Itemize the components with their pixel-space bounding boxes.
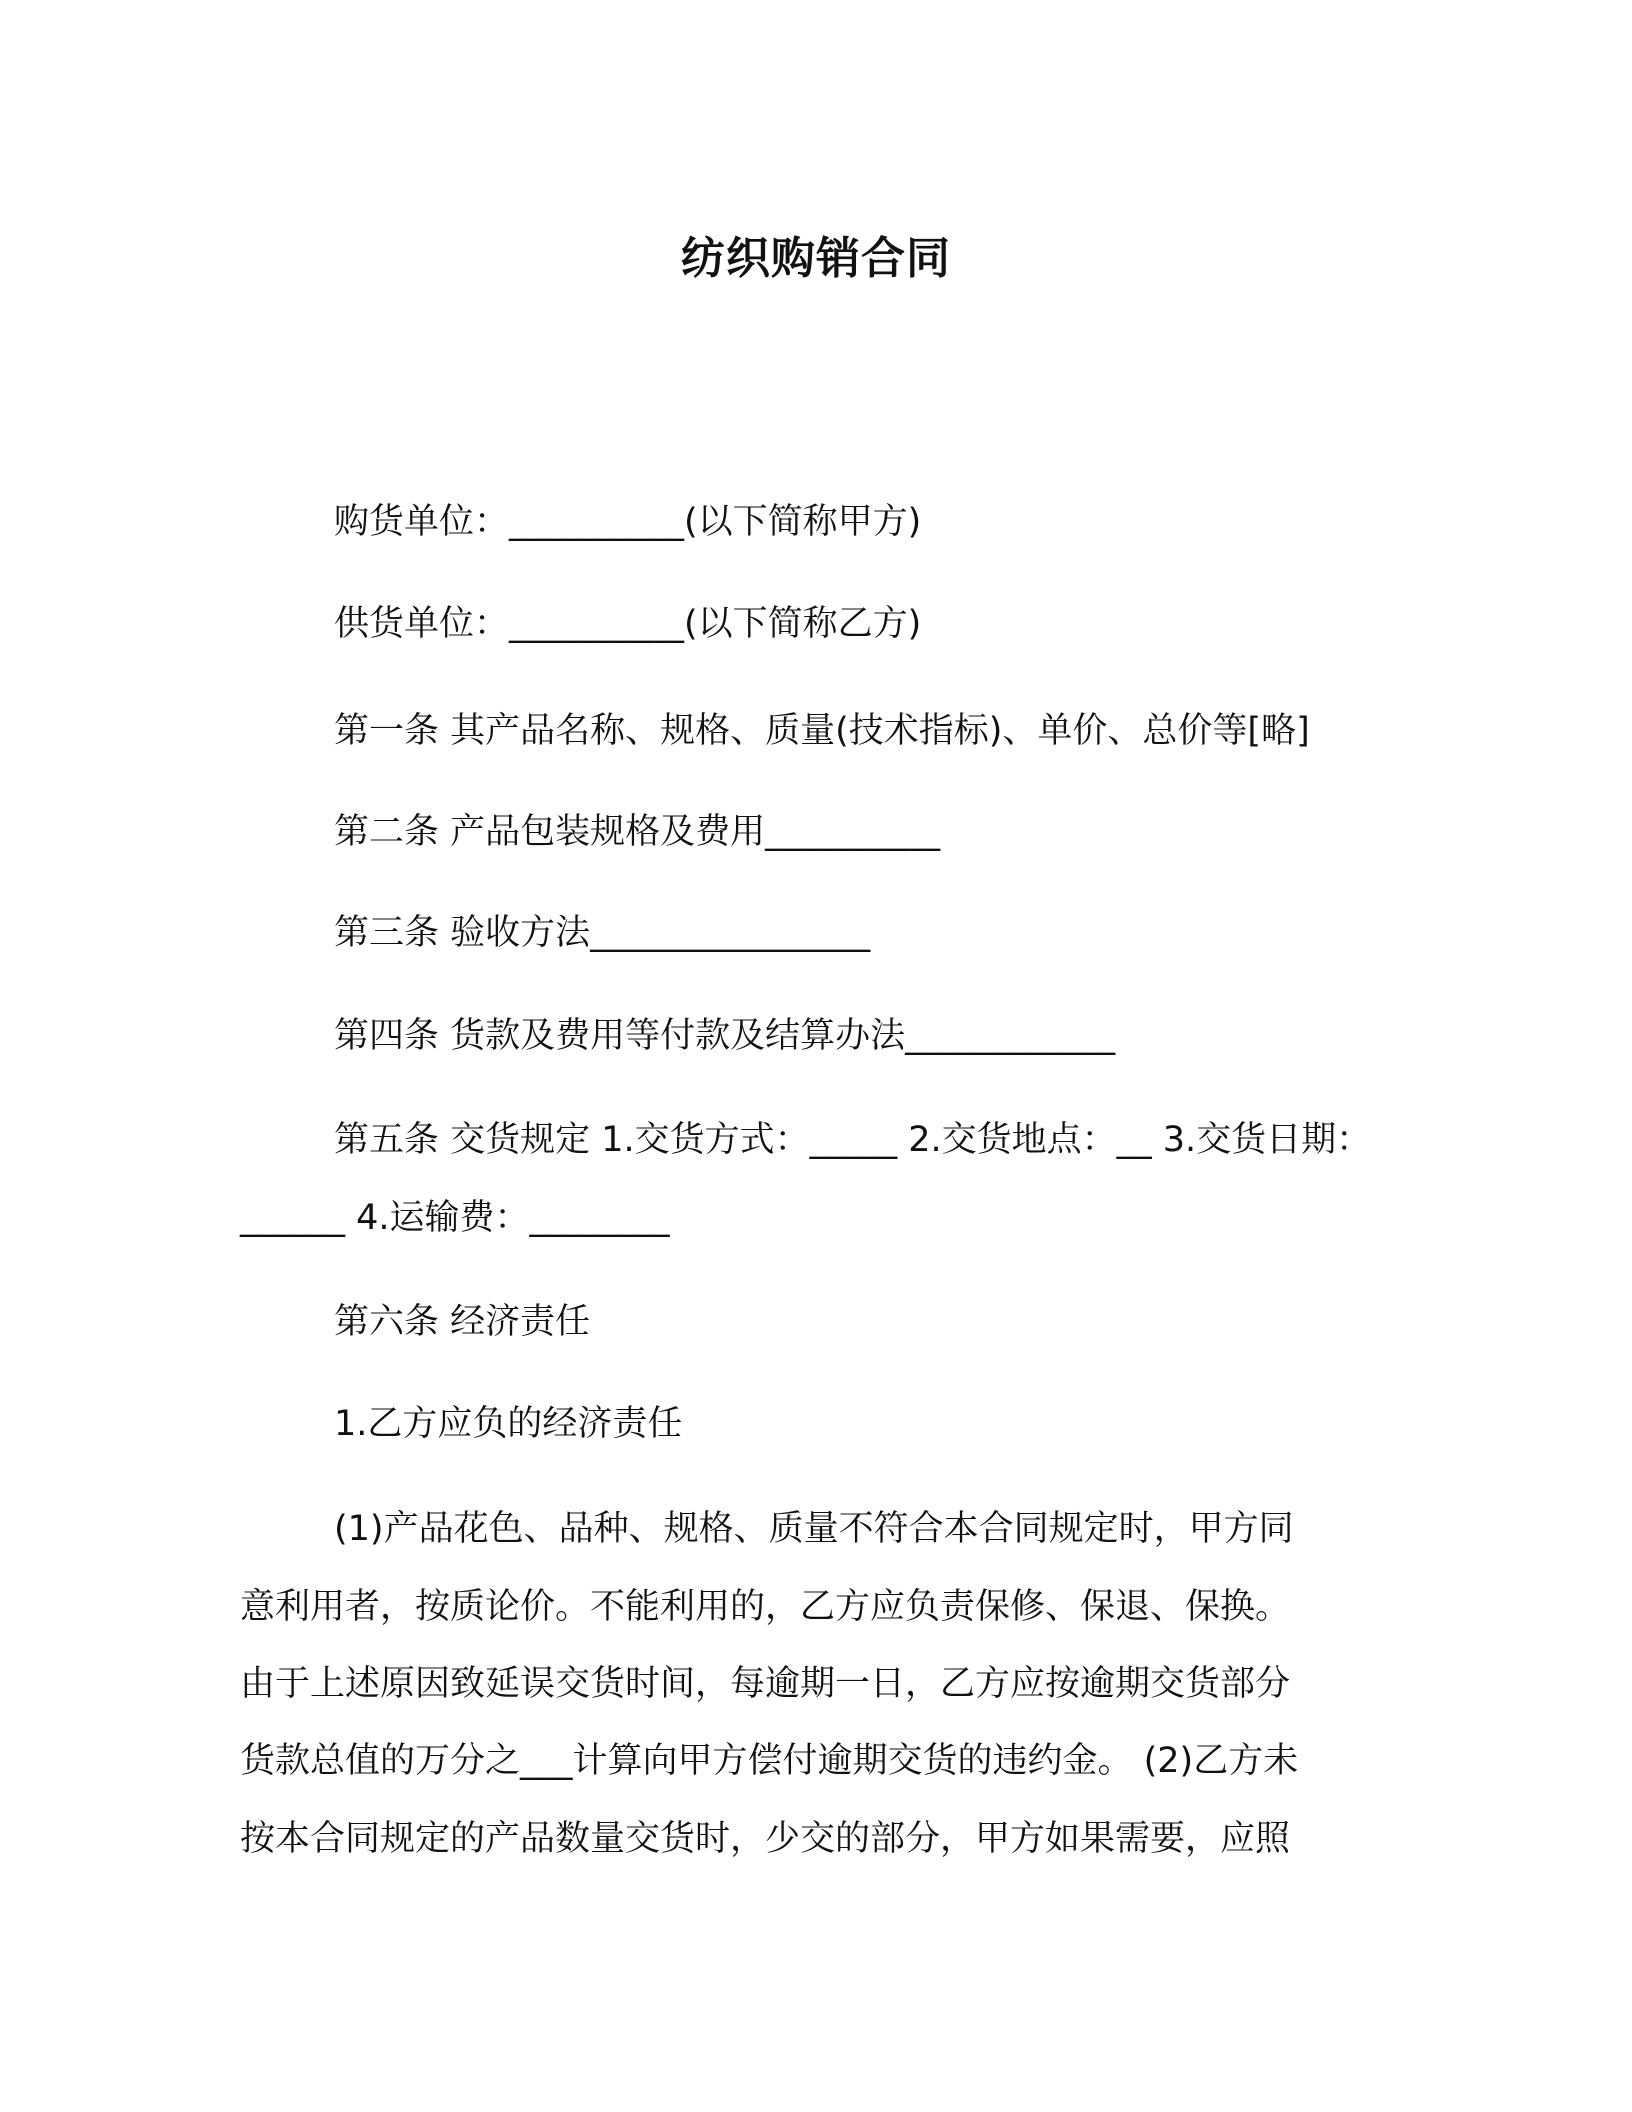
article-1: 第一条 其产品名称、规格、质量(技术指标)、单价、总价等[略]: [334, 711, 1310, 751]
article-4: 第四条 货款及费用等付款及结算办法____________: [334, 1016, 1116, 1056]
clause-paragraph-line-5: 按本合同规定的产品数量交货时，少交的部分，甲方如果需要，应照: [240, 1819, 1291, 1859]
party-b-liability-heading: 1.乙方应负的经济责任: [334, 1404, 683, 1444]
clause-paragraph-line-2: 意利用者，按质论价。不能利用的，乙方应负责保修、保退、保换。: [240, 1587, 1291, 1627]
clause-paragraph-line-1: (1)产品花色、品种、规格、质量不符合本合同规定时，甲方同: [334, 1509, 1294, 1549]
supplier-line: 供货单位：__________(以下简称乙方): [334, 604, 922, 644]
article-3: 第三条 验收方法________________: [334, 913, 871, 953]
article-5-line-2: ______ 4.运输费：________: [240, 1198, 670, 1238]
buyer-line: 购货单位：__________(以下简称甲方): [334, 502, 922, 542]
document-title: 纺织购销合同: [681, 233, 951, 284]
clause-paragraph-line-4: 货款总值的万分之___计算向甲方偿付逾期交货的违约金。 (2)乙方未: [240, 1741, 1299, 1781]
clause-paragraph-line-3: 由于上述原因致延误交货时间，每逾期一日，乙方应按逾期交货部分: [240, 1664, 1291, 1704]
article-5-line-1: 第五条 交货规定 1.交货方式：_____ 2.交货地点：__ 3.交货日期：: [334, 1120, 1372, 1160]
article-2: 第二条 产品包装规格及费用__________: [334, 812, 941, 852]
article-6-heading: 第六条 经济责任: [334, 1302, 591, 1342]
